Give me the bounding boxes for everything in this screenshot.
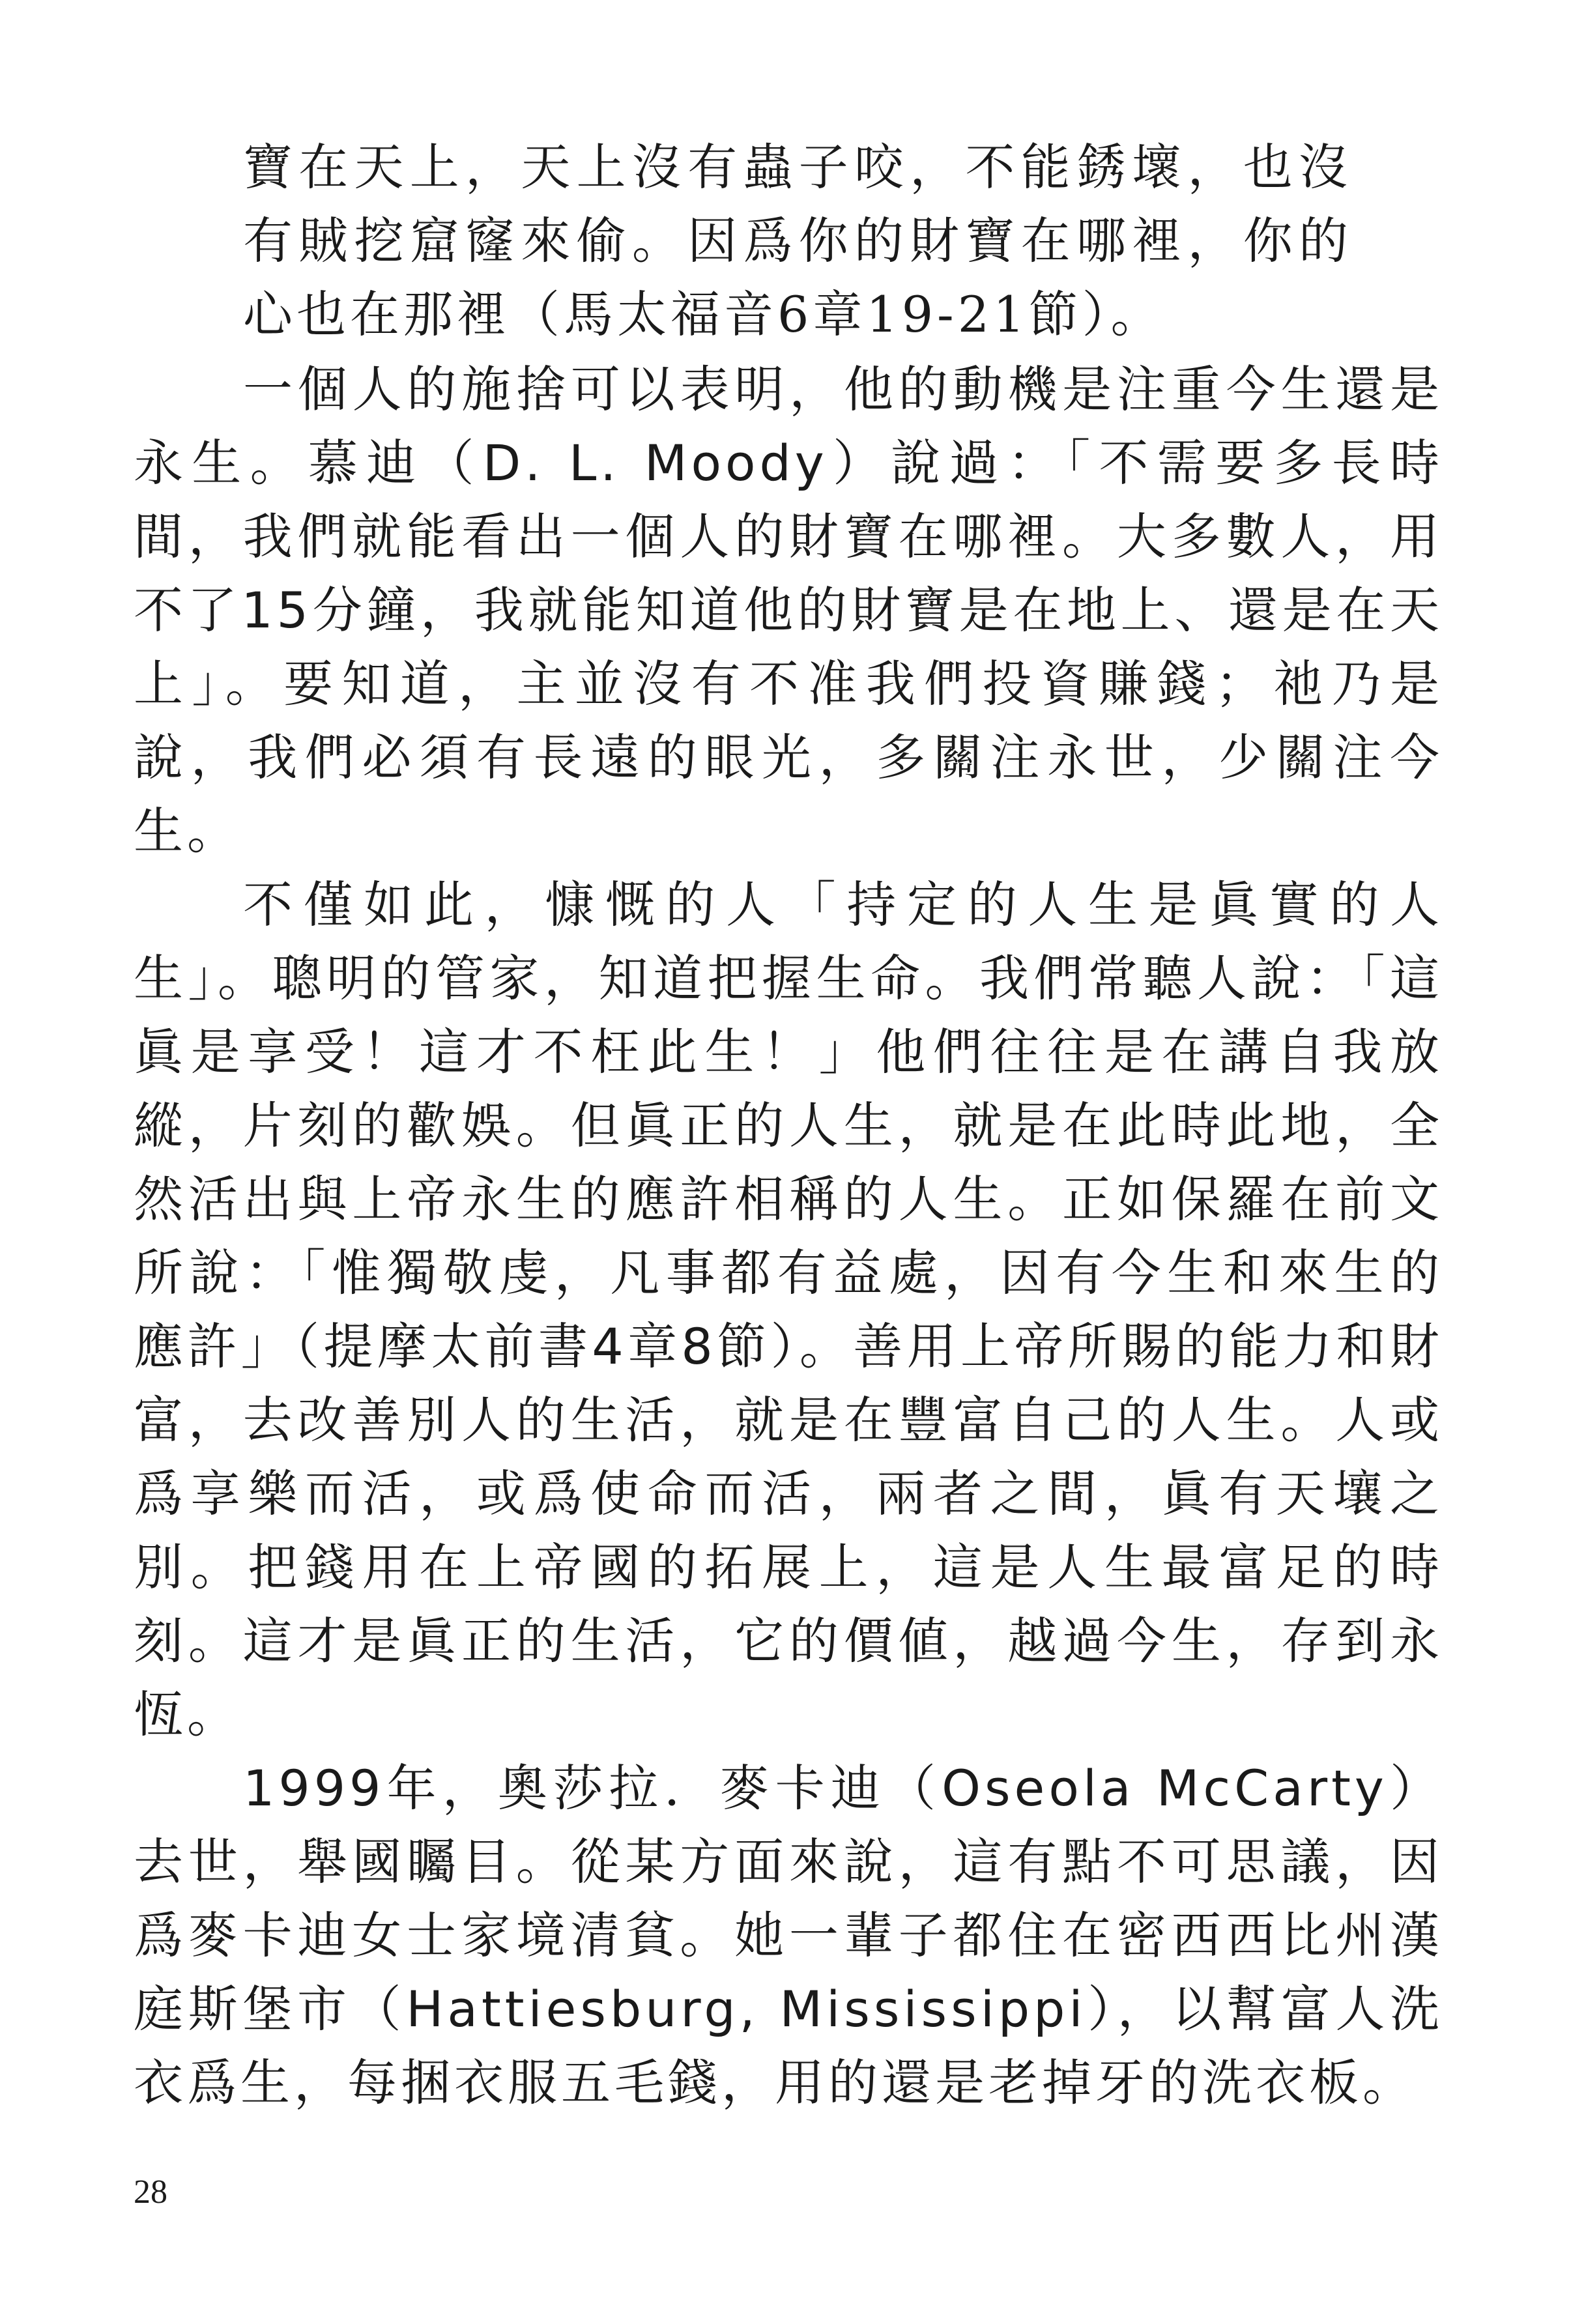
- page-text-body: [134, 130, 1443, 2119]
- paragraph-giving-motive: 一個人的施捨可以表明，他的動機是注重今生還是永生。慕迪（D. L. Moody）說過：「不需要多長時間，我們就能看出一個人的財寶在哪裡。大多數人，用不了15分鐘，我就能知道他的財寶是在地上、還是在天上」。要知道，主並沒有不准我們投資賺錢；祂乃是說，我們必須有長遠的眼光，多關注永世，少關注今生。: [134, 360, 1443, 860]
- paragraph-true-life: 不僅如此，慷慨的人「持定的人生是眞實的人生」。聰明的管家，知道把握生命。我們常聽人說：「這眞是享受！這才不枉此生！」他們往往是在講自我放縱，片刻的歡娛。但眞正的人生，就是在此時此地，全然活出與上帝永生的應許相稱的人生。正如保羅在前文所說：「惟獨敬虔，凡事都有益處，因有今生和來生的應許」（提摩太前書4章8節）。善用上帝所賜的能力和財富，去改善別人的生活，就是在豐富自己的人生。人或爲享樂而活，或爲使命而活，兩者之間，眞有天壤之別。把錢用在上帝國的拓展上，這是人生最富足的時刻。這才是眞正的生活，它的價値，越過今生，存到永恆。: [134, 876, 1443, 1743]
- scripture-quote: 寶在天上，天上沒有蟲子咬，不能銹壞，也沒有賊挖窟窿來偷。因爲你的財寶在哪裡，你的心也在那裡（馬太福音6章19-21節）。: [243, 138, 1352, 343]
- page-number: 28: [134, 2173, 167, 2211]
- paragraph-oseola-mccarty: 1999年，奧莎拉．麥卡迪（Oseola McCarty）去世，舉國矚目。從某方面來說，這有點不可思議，因爲麥卡迪女士家境清貧。她一輩子都住在密西西比州漢庭斯堡市（Hattiesburg, Mississippi），以幫富人洗衣爲生，每捆衣服五毛錢，用的還是老掉牙的洗衣板。: [134, 1759, 1443, 2112]
